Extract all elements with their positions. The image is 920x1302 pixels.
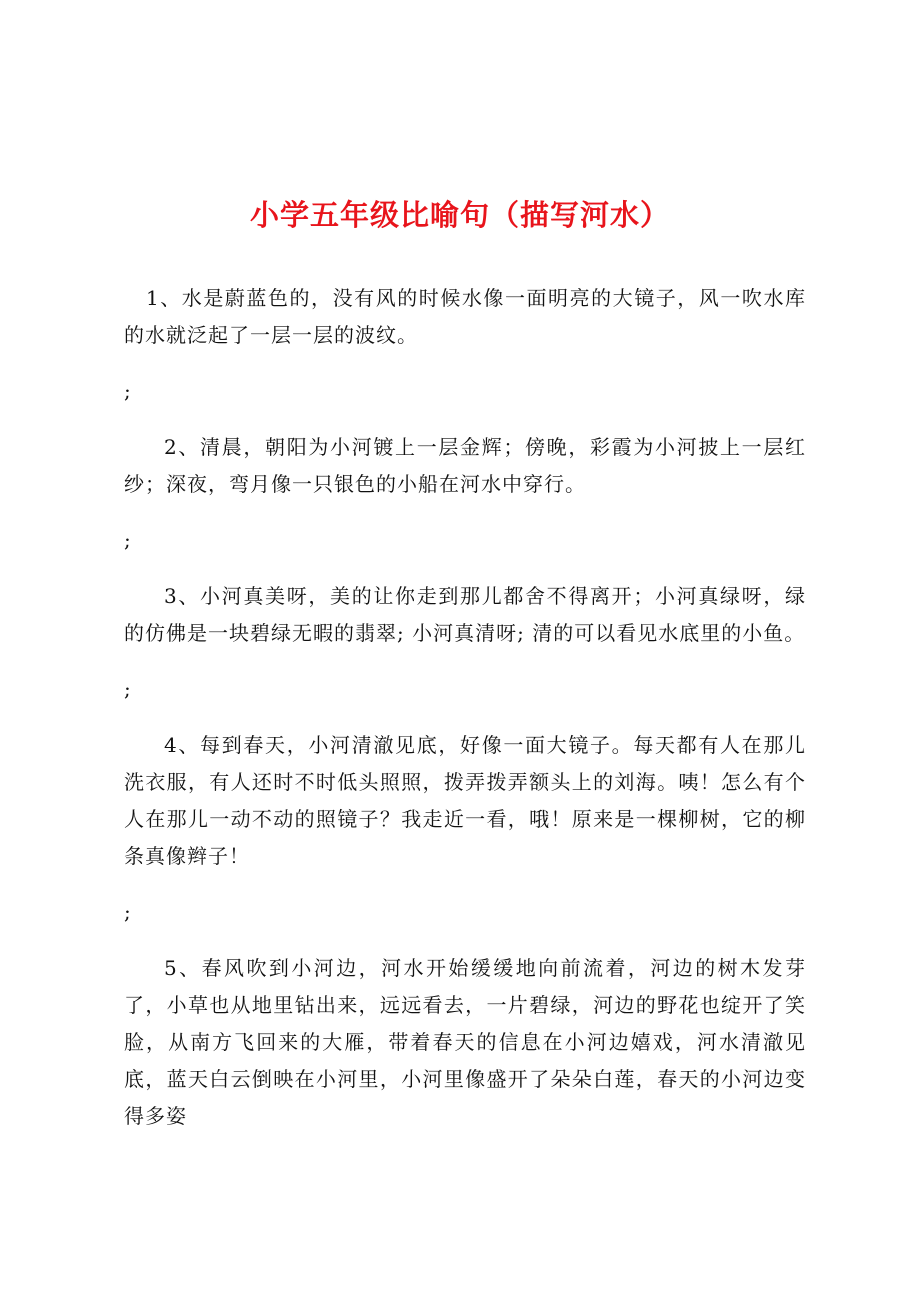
- paragraph-4: 4、每到春天，小河清澈见底，好像一面大镜子。每天都有人在那儿洗衣服，有人还时不时低头照照，拨弄拨弄额头上的刘海。咦！怎么有个人在那儿一动不动的照镜子？我走近一看，哦！原来是一棵柳树，它的柳条真像辫子！: [124, 733, 806, 868]
- document-title: 小学五年级比喻句（描写河水）: [249, 198, 670, 232]
- separator-1: ;: [124, 379, 131, 403]
- paragraph-3: 3、小河真美呀，美的让你走到那儿都舍不得离开；小河真绿呀，绿的仿佛是一块碧绿无暇的翡翠; 小河真清呀; 清的可以看见水底里的小鱼。: [124, 584, 806, 645]
- paragraph-1: 1、水是蔚蓝色的，没有风的时候水像一面明亮的大镜子，风一吹水库的水就泛起了一层一层的波纹。: [124, 286, 806, 347]
- document-body: [124, 280, 806, 1135]
- separator-4: ;: [124, 900, 131, 924]
- separator-3: ;: [124, 677, 131, 701]
- paragraph-5: 5、春风吹到小河边，河水开始缓缓地向前流着，河边的树木发芽了，小草也从地里钻出来，远远看去，一片碧绿，河边的野花也绽开了笑脸，从南方飞回来的大雁，带着春天的信息在小河边嬉戏，河水清澈见底，蓝天白云倒映在小河里，小河里像盛开了朵朵白莲，春天的小河边变得多姿: [124, 956, 806, 1128]
- paragraph-2: 2、清晨，朝阳为小河镀上一层金辉；傍晚，彩霞为小河披上一层红纱；深夜，弯月像一只银色的小船在河水中穿行。: [124, 435, 806, 496]
- separator-2: ;: [124, 528, 131, 552]
